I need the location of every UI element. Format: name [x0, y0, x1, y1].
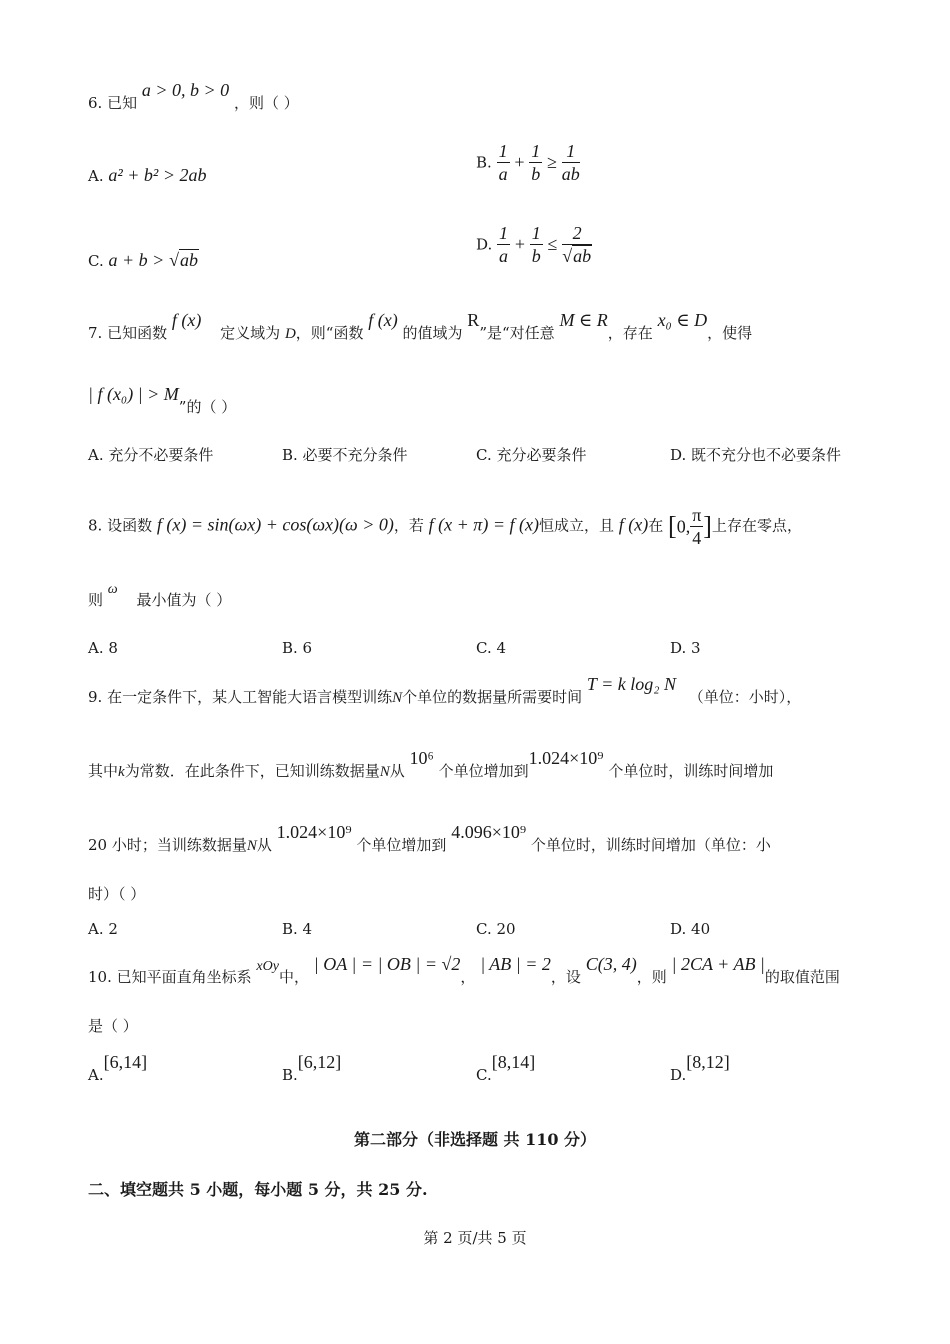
q9-stem-line1: 9. 在一定条件下，某人工智能大语言模型训练N个单位的数据量所需要时间 T = k log₂ N （单位：小时），	[88, 674, 802, 706]
q6-option-c: C. a + b > √ab	[88, 250, 198, 270]
q6-option-a: A. a² + b² > 2ab	[88, 165, 207, 185]
q7-option-a: A. 充分不必要条件	[88, 446, 214, 464]
q10-option-d: D.[8,12]	[670, 1052, 730, 1084]
part-two-heading: 第二部分（非选择题 共 110 分）	[353, 1130, 597, 1149]
q6-condition: a > 0, b > 0	[141, 80, 230, 100]
q10-stem-line2: 是（ ）	[88, 1017, 138, 1035]
q8-periodic: f (x + π) = f (x)	[428, 514, 539, 535]
q9-stem-line2: 其中k为常数．在此条件下，已知训练数据量N从 10⁶ 个单位增加到1.024×10⁹ 个单位时，训练时间增加	[88, 748, 774, 780]
q6-number: 6. 已知	[88, 94, 138, 112]
q6-option-a-math: a² + b² > 2ab	[108, 165, 207, 185]
q10-length-condition: | OA | = | OB | = √2	[313, 954, 461, 974]
sqrt-symbol: √	[169, 250, 179, 270]
q8-option-b: B. 6	[282, 639, 313, 657]
q7-option-c: C. 充分必要条件	[476, 446, 587, 464]
q9-option-a: A. 2	[88, 920, 118, 938]
q6-option-d: D. $\frac{1}{a}$ + $\frac{1}{b}$ ≤ $\frac{2}{√ab}$	[476, 223, 592, 266]
q6-d-frac3: $\frac{2}{√ab}$	[562, 223, 592, 266]
q6-option-b: B. $\frac{1}{a}$ + $\frac{1}{b}$ ≥ $\frac{1}{ab}$	[476, 141, 580, 184]
q10-option-c: C.[8,14]	[476, 1052, 536, 1084]
q7-abs-condition: | f (x₀) | > M	[88, 384, 179, 404]
q9-time-formula: T = k log₂ N	[586, 674, 676, 694]
q6-stem	[88, 80, 299, 113]
q8-option-a: A. 8	[88, 639, 118, 657]
q8-function: f (x) = sin(ωx) + cos(ωx)(ω > 0)	[156, 514, 394, 535]
q9-stem-line3: 20 小时；当训练数据量N从 1.024×10⁹ 个单位增加到 4.096×10⁹ 个单位时，训练时间增加（单位：小	[88, 822, 771, 854]
q7-option-d: D. 既不充分也不必要条件	[670, 446, 842, 464]
q6-b-frac2: $\frac{1}{b}$	[531, 141, 541, 184]
q7-option-b: B. 必要不充分条件	[282, 446, 408, 464]
q7-stem-line1: 7. 已知函数 f (x) 定义域为 D，则“函数 f (x) 的值域为 R”是“对任意 M ∈ R，存在 x₀ ∈ D，使得	[88, 310, 753, 342]
q7-f2: f (x)	[368, 310, 398, 330]
q6-b-frac1: $\frac{1}{a}$	[498, 141, 508, 184]
q8-stem-line1: 8. 设函数 f (x) = sin(ωx) + cos(ωx)(ω > 0)，若 f (x + π) = f (x)恒成立，且 f (x)在 [0, $\frac{\pi}{4}$ ]上存在零点，	[88, 505, 802, 548]
q7-f1: f (x)	[171, 310, 202, 330]
q6-b-frac3: $\frac{1}{ab}$	[561, 141, 580, 184]
q9-stem-line4: 时）（ ）	[88, 885, 146, 903]
q10-stem-line1: 10. 已知平面直角坐标系 xOy中， | OA | = | OB | = √2， | AB | = 2，设 C(3, 4)，则 | 2CA + AB |的取值范围	[88, 954, 840, 986]
q9-option-d: D. 40	[670, 920, 711, 938]
q9-option-c: C. 20	[476, 920, 516, 938]
q9-option-b: B. 4	[282, 920, 313, 938]
q10-point-c: C(3, 4)	[585, 954, 637, 974]
q6-d-frac2: $\frac{1}{b}$	[531, 223, 541, 266]
q10-vector-expression: | 2CA + AB |	[671, 954, 765, 974]
q7-stem-line2: | f (x₀) | > M”的（ ）	[88, 384, 237, 416]
q8-option-c: C. 4	[476, 639, 507, 657]
q8-stem-line2: 则 ω 最小值为（ ）	[88, 582, 232, 609]
q6-stem-end: ，则（ ）	[233, 94, 299, 112]
sqrt-symbol: √	[562, 246, 573, 266]
q10-option-a: A.[6,14]	[88, 1052, 148, 1084]
q6-d-frac1: $\frac{1}{a}$	[499, 223, 509, 266]
section-two-heading: 二、填空题共 5 小题，每小题 5 分，共 25 分.	[88, 1180, 428, 1199]
q10-option-b: B.[6,12]	[282, 1052, 342, 1084]
q8-interval-frac: $\frac{\pi}{4}$	[692, 505, 702, 548]
page-footer: 第 2 页/共 5 页	[423, 1229, 527, 1247]
q8-option-d: D. 3	[670, 639, 701, 657]
